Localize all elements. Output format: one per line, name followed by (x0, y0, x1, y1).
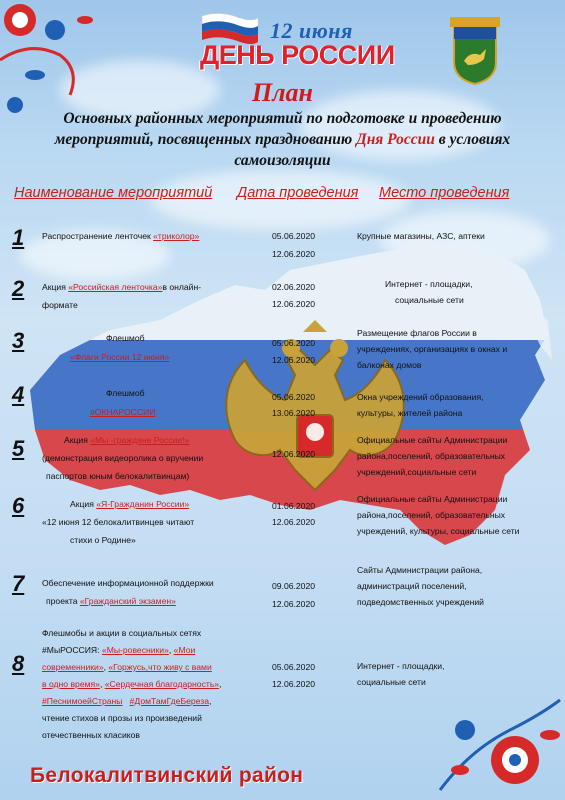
event-name (42, 433, 203, 483)
row-number: 4 (12, 382, 25, 407)
place-line: Интернет - площадки, (357, 661, 445, 671)
event-date: 02.06.2020 (272, 282, 316, 292)
event-place (385, 276, 473, 308)
subtitle-line (10, 129, 555, 150)
event-place (357, 432, 507, 480)
place-line: балконах домов (357, 360, 422, 370)
event-highlight: #ДомТамГдеБереза (129, 696, 209, 706)
event-line (42, 659, 221, 676)
event-text: Акция (70, 499, 97, 509)
place-line: социальные сети (357, 677, 426, 687)
place-line: района,поселений, образовательных (357, 510, 506, 520)
event-line (42, 676, 221, 693)
row-number: 1 (12, 225, 25, 250)
event-highlight: «триколор» (153, 231, 200, 241)
subtitle-highlight: Дня России (356, 131, 435, 148)
event-name (42, 576, 214, 608)
event-line: формате (42, 300, 78, 310)
event-date: 13.06.2020 (272, 408, 316, 418)
event-text (122, 696, 129, 706)
place-line: Официальные сайты Администрации (357, 435, 508, 445)
event-line: паспортов юным белокалитвинцам) (46, 471, 190, 481)
event-line (42, 433, 203, 447)
row-number: 3 (12, 328, 25, 353)
event-text: проекта (46, 596, 80, 606)
event-highlight: «Мы -граждане России!» (90, 435, 190, 445)
event-place: Крупные магазины, АЗС, аптеки (357, 231, 485, 241)
event-place (357, 658, 445, 690)
event-line (42, 594, 214, 608)
place-line: администраций поселений, (357, 581, 467, 591)
event-text: , (168, 645, 174, 655)
event-highlight: «Флаги России 12 июня» (70, 352, 170, 362)
column-header-date: Дата проведения (237, 185, 359, 201)
event-date: 01.06.2020 (272, 501, 316, 511)
event-line: «12 июня 12 белокалитвинцев читают (42, 517, 195, 527)
event-date: 05.06.2020 (272, 392, 316, 402)
event-text: Акция (42, 282, 69, 292)
floral-ornament-icon (430, 690, 565, 800)
event-name (42, 497, 194, 547)
event-highlight: «Горжусь,что живу с вами (108, 662, 212, 672)
place-line: Размещение флагов России в (357, 328, 477, 338)
event-highlight: «Я-Гражданин России» (96, 499, 190, 509)
coat-of-arms-icon (446, 17, 504, 85)
event-name (42, 280, 201, 312)
event-line (42, 497, 194, 511)
event-line: стихи о Родине» (70, 535, 136, 545)
event-highlight: «Сердечная благодарность» (104, 679, 220, 689)
event-line: чтение стихов и прозы из произведений (42, 713, 202, 723)
place-line: культуры, жителей района (357, 408, 463, 418)
event-text: Акция (64, 435, 91, 445)
row-number: 2 (12, 276, 25, 301)
row-number: 8 (12, 651, 25, 676)
event-line: Флешмобы и акции в социальных сетях (42, 628, 202, 638)
column-header-name: Наименование мероприятий (14, 185, 213, 201)
event-name: Флешмоб (106, 388, 145, 398)
event-line (42, 693, 221, 710)
event-highlight: «Мы-ровесники» (101, 645, 169, 655)
event-highlight: #ОКНАРОССИИ (90, 407, 156, 417)
event-text: #МыРОССИЯ: (42, 645, 102, 655)
event-place (357, 562, 484, 610)
event-date: 12.06.2020 (272, 679, 316, 689)
page-title: План (251, 78, 313, 107)
event-name (42, 229, 199, 243)
event-highlight: современники» (42, 662, 104, 672)
event-text: в онлайн- (162, 282, 202, 292)
place-line: Окна учреждений образования, (357, 392, 484, 402)
row-number: 6 (12, 493, 25, 518)
event-text: , (103, 662, 109, 672)
column-header-place: Место проведения (379, 185, 510, 201)
header-day-title: ДЕНЬ РОССИИ (200, 40, 395, 70)
event-text: , (208, 696, 212, 706)
place-line: Официальные сайты Администрации (357, 494, 508, 504)
event-date: 12.06.2020 (272, 299, 316, 309)
event-date: 12.06.2020 (272, 249, 316, 259)
row-number: 7 (12, 571, 25, 596)
event-place (357, 389, 484, 421)
footer-district: Белокалитвинский район (30, 764, 304, 787)
subtitle-text: в условиях (434, 131, 511, 148)
event-highlight: «Гражданский экзамен» (79, 596, 176, 606)
place-line: района,поселений, образовательных (357, 451, 506, 461)
event-highlight: «Мои (173, 645, 196, 655)
event-highlight: «Российская ленточка» (68, 282, 163, 292)
subtitle-line: самоизоляции (234, 152, 331, 169)
event-name (42, 625, 221, 744)
event-line: Обеспечение информационной поддержки (42, 578, 214, 588)
event-date: 05.06.2020 (272, 338, 316, 348)
event-date: 12.06.2020 (272, 517, 316, 527)
place-line: учреждениях, организациях в окнах и (357, 344, 508, 354)
place-line: Сайты Администрации района, (357, 565, 483, 575)
place-line: подведомственных учреждений (357, 597, 484, 607)
event-place (357, 325, 507, 373)
place-line: учреждений,социальные сети (357, 467, 477, 477)
place-line: Интернет - площадки, (385, 279, 473, 289)
event-date: 12.06.2020 (272, 355, 316, 365)
event-date: 09.06.2020 (272, 581, 316, 591)
event-text: , (99, 679, 105, 689)
event-place (357, 491, 519, 539)
place-line: социальные сети (395, 295, 464, 305)
event-date: 12.06.2020 (272, 449, 316, 459)
event-line (42, 280, 201, 294)
event-date: 12.06.2020 (272, 599, 316, 609)
subtitle-line: Основных районных мероприятий по подготовке и проведению (63, 110, 502, 127)
page-subtitle (10, 108, 555, 171)
event-line (42, 642, 221, 659)
event-highlight: в одно время» (42, 679, 100, 689)
event-highlight: #ПеснимоейСтраны (42, 696, 123, 706)
event-name: Флешмоб (106, 333, 145, 343)
header-date: 12 июня (270, 18, 353, 43)
event-text: Распространение ленточек (42, 231, 154, 241)
event-line: отечественных класиков (42, 730, 140, 740)
row-number: 5 (12, 436, 25, 461)
event-date: 05.06.2020 (272, 662, 316, 672)
event-date: 05.06.2020 (272, 231, 316, 241)
event-text: , (219, 679, 222, 689)
event-line: (демонстрация видеоролика о вручении (42, 453, 204, 463)
place-line: учреждений, культуры, социальные сети (357, 526, 520, 536)
subtitle-text: мероприятий, посвященных празднованию (54, 131, 357, 148)
